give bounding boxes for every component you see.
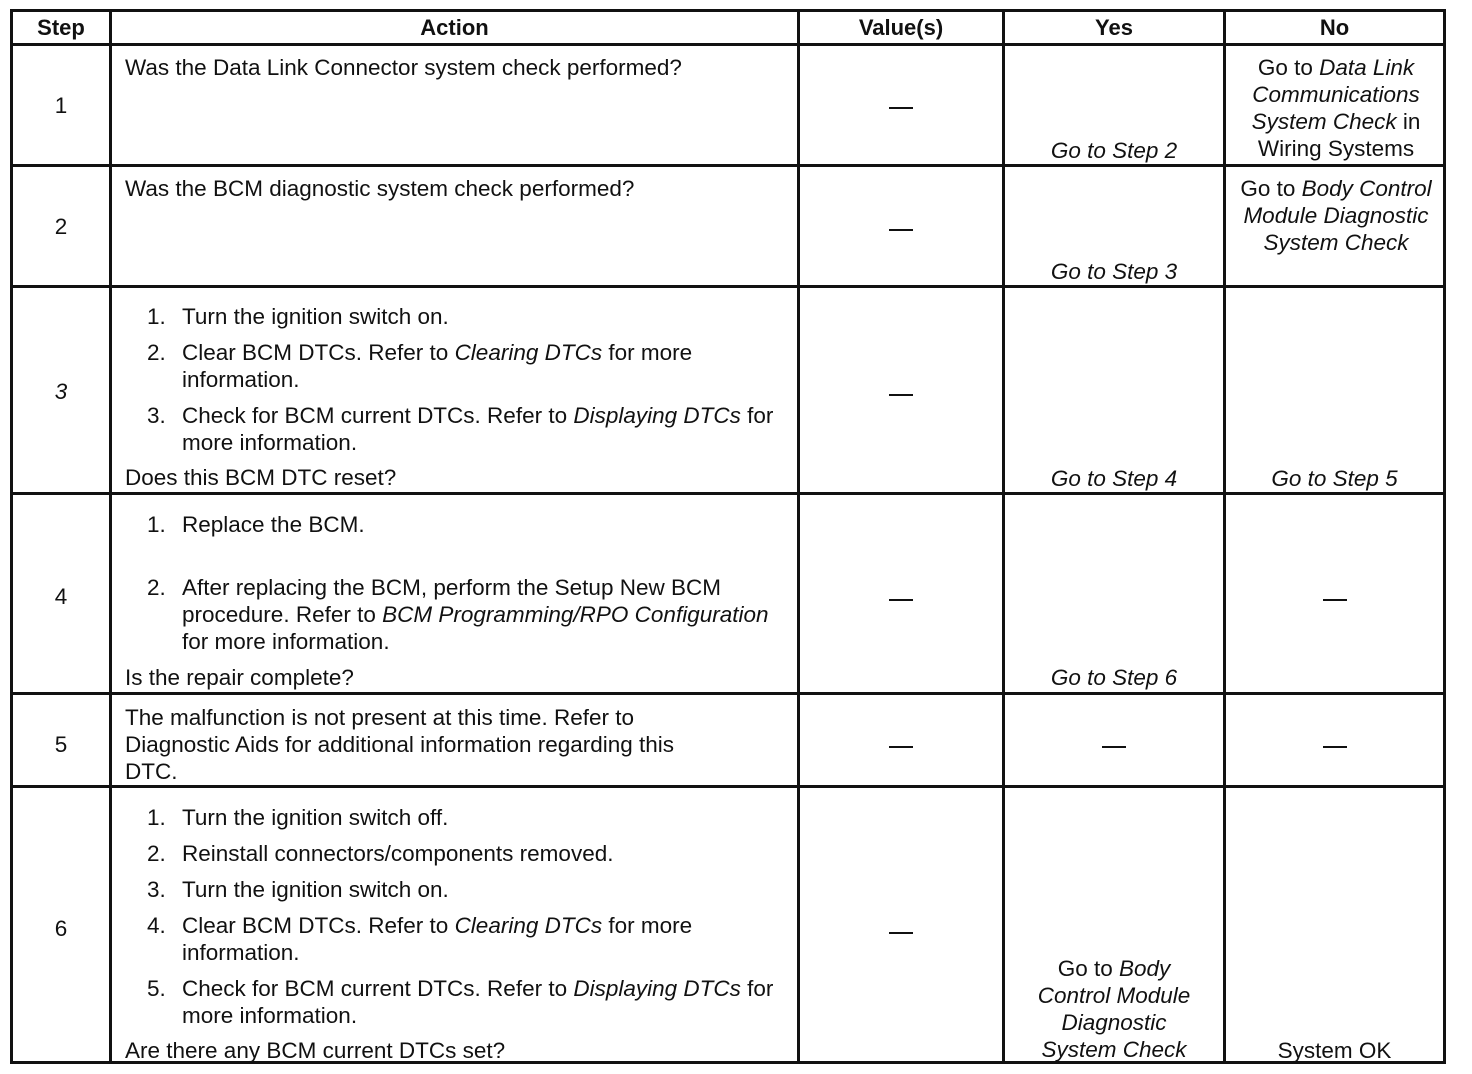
text-run: for more information. (182, 340, 693, 392)
action-step-item (125, 402, 785, 456)
em-dash (1102, 746, 1126, 748)
em-dash (889, 932, 913, 934)
action-list (125, 804, 785, 1029)
action-list (125, 511, 785, 655)
reference-text: Clearing DTCs (454, 340, 603, 365)
value-dash (800, 215, 1002, 242)
header-yes: Yes (1095, 15, 1133, 40)
text-run: for more information. (182, 913, 693, 965)
action-step-item (125, 912, 785, 966)
no-goto: Go to Step 5 (1271, 466, 1398, 491)
yes-goto: Go to Step 2 (1050, 138, 1178, 163)
em-dash (889, 229, 913, 231)
yes-dash (1005, 732, 1223, 759)
row-divider (13, 285, 1443, 288)
yes-goto: Go to Step 6 (1050, 665, 1178, 690)
no-dash (1226, 732, 1443, 759)
step-number: 6 (54, 916, 68, 941)
no-dash (1226, 585, 1443, 612)
action-text: Was the Data Link Connector system check performed? (125, 55, 682, 80)
row-divider (13, 43, 1443, 46)
em-dash (889, 107, 913, 109)
step-item-number: 1. (147, 304, 166, 329)
text-run: Clear BCM DTCs. Refer to (182, 913, 455, 938)
text-run: Go to (1240, 176, 1302, 201)
em-dash (889, 746, 913, 748)
action-step-item (125, 339, 785, 393)
text-run: Turn the ignition switch off. (182, 805, 449, 830)
row-divider (13, 692, 1443, 695)
no-result: System OK (1277, 1038, 1392, 1063)
action-steps (125, 511, 785, 655)
text-run: Check for BCM current DTCs. Refer to (182, 976, 574, 1001)
row-divider (13, 492, 1443, 495)
action-question: Is the repair complete? (125, 665, 354, 690)
text-run: Reinstall connectors/components removed. (182, 841, 614, 866)
diagnostic-table (10, 9, 1446, 1064)
value-dash (800, 732, 1002, 759)
step-item-number: 1. (147, 512, 166, 537)
em-dash (1323, 599, 1347, 601)
no-goto (1226, 175, 1446, 256)
text-run: for more information. (182, 629, 390, 654)
step-number: 4 (54, 584, 68, 609)
text-run: Replace the BCM. (182, 512, 365, 537)
column-divider (1223, 12, 1226, 1061)
action-step-item (125, 574, 785, 655)
step-item-number: 3. (147, 403, 166, 428)
step-item-number: 2. (147, 340, 166, 365)
header-action: Action (420, 15, 489, 40)
column-divider (109, 12, 112, 1061)
yes-goto (1023, 955, 1205, 1063)
text-run: Go to (1257, 55, 1320, 80)
text-run: for more information. (182, 976, 774, 1028)
step-number: 3 (54, 379, 68, 404)
action-step-item (125, 975, 785, 1029)
step-item-number: 5. (147, 976, 166, 1001)
action-step-item (125, 840, 785, 867)
text-run: Clear BCM DTCs. Refer to (182, 340, 455, 365)
value-dash (800, 918, 1002, 945)
text-run: for more information. (182, 403, 774, 455)
action-step-item (125, 511, 785, 538)
text-run: Go to (1057, 956, 1119, 981)
reference-text: Data Link Communications System Check (1251, 55, 1420, 134)
action-step-item (125, 804, 785, 831)
em-dash (889, 599, 913, 601)
action-question: Are there any BCM current DTCs set? (125, 1038, 506, 1063)
step-item-number: 4. (147, 913, 166, 938)
reference-text: Clearing DTCs (454, 913, 603, 938)
reference-text: Body Control Module Diagnostic System Check (1243, 176, 1432, 255)
step-item-number: 1. (147, 805, 166, 830)
header-step: Step (37, 15, 85, 40)
action-step-item (125, 876, 785, 903)
action-steps (125, 303, 785, 456)
header-values: Value(s) (858, 15, 944, 40)
text-run: Turn the ignition switch on. (182, 304, 449, 329)
action-list (125, 303, 785, 456)
value-dash (800, 93, 1002, 120)
action-steps (125, 804, 785, 1029)
em-dash (889, 394, 913, 396)
reference-text: BCM Programming/RPO Configuration (382, 602, 769, 627)
value-dash (800, 380, 1002, 407)
action-question: Does this BCM DTC reset? (125, 465, 397, 490)
step-item-number: 2. (147, 575, 166, 600)
column-divider (1002, 12, 1005, 1061)
em-dash (1323, 746, 1347, 748)
yes-goto: Go to Step 3 (1050, 259, 1178, 284)
text-run: in Wiring Systems (1257, 109, 1421, 161)
step-number: 1 (54, 93, 68, 118)
row-divider (13, 785, 1443, 788)
text-run: Turn the ignition switch on. (182, 877, 449, 902)
yes-goto: Go to Step 4 (1050, 466, 1178, 491)
row-divider (13, 164, 1443, 167)
action-text: Was the BCM diagnostic system check performed? (125, 176, 635, 201)
text-run: Check for BCM current DTCs. Refer to (182, 403, 574, 428)
step-item-number: 3. (147, 877, 166, 902)
reference-text: Displaying DTCs (573, 403, 741, 428)
action-text: The malfunction is not present at this time. Refer to Diagnostic Aids for additional information regarding this DTC. (125, 705, 675, 784)
action-step-item (125, 303, 785, 330)
reference-text: Body Control Module Diagnostic System Check (1037, 956, 1191, 1062)
reference-text: Displaying DTCs (573, 976, 741, 1001)
no-goto (1226, 54, 1446, 162)
value-dash (800, 585, 1002, 612)
step-number: 2 (54, 214, 68, 239)
header-no: No (1319, 15, 1350, 40)
column-divider (797, 12, 800, 1061)
step-number: 5 (54, 732, 68, 757)
text-run: After replacing the BCM, perform the Setup New BCM procedure. Refer to (182, 575, 721, 627)
step-item-number: 2. (147, 841, 166, 866)
